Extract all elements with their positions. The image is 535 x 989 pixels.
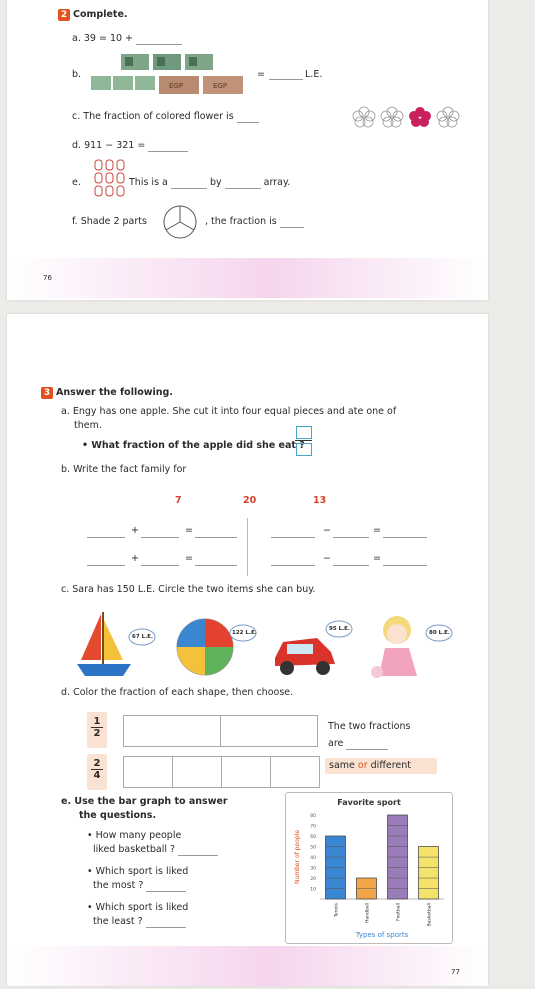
y-tick-label: 40 (310, 856, 316, 861)
fraction-one-half: 1 2 (90, 716, 104, 739)
exercise-number-badge: 3 (41, 387, 53, 399)
bar-segment (388, 868, 408, 879)
array-image (93, 158, 129, 200)
answer-blank[interactable] (141, 528, 179, 538)
flowers-image (352, 104, 472, 128)
question-b: b. Write the fact family for (61, 464, 187, 475)
doll-item[interactable] (367, 612, 427, 678)
question-e-bullet-2b: the most ? (93, 880, 186, 892)
question-e-bullet-3: • Which sport is liked (87, 902, 189, 913)
y-tick-label: 60 (310, 835, 316, 840)
choice-or: or (357, 760, 368, 771)
y-tick-label: 70 (310, 824, 316, 830)
question-e-line2: the questions. (79, 810, 157, 821)
question-a-line1: a. Engy has one apple. She cut it into four equal pieces and ate one of (61, 406, 397, 417)
bar-segment (357, 878, 377, 889)
answer-blank[interactable] (333, 528, 369, 538)
y-axis-label: Number of people (294, 829, 301, 885)
bar-segment (388, 826, 408, 837)
bar-segment (388, 847, 408, 858)
bar-segment (326, 878, 346, 889)
bar-segment (388, 889, 408, 900)
chart-title: Favorite sport (337, 798, 401, 807)
ball-item[interactable] (175, 617, 235, 677)
bar-segment (419, 868, 439, 879)
fact-number: 20 (243, 495, 257, 506)
shape-half-left[interactable] (123, 715, 221, 747)
y-tick-label: 20 (310, 877, 316, 882)
question-e-bullet-3b: the least ? (93, 916, 186, 928)
answer-blank[interactable] (280, 218, 304, 228)
item-e-sentence: This is a by array. (129, 177, 291, 188)
x-tick-label: Tennis (334, 903, 340, 918)
price-tag: 80 L.E. (425, 624, 455, 642)
answer-blank[interactable] (146, 882, 186, 892)
svg-text:EGP: EGP (213, 82, 228, 90)
shape-quarter-4[interactable] (270, 756, 320, 788)
price-tag: 122 L.E. (229, 624, 259, 642)
banknotes-image (89, 50, 249, 96)
beach-ball-icon (175, 617, 235, 677)
exercise-number-badge: 2 (58, 9, 70, 21)
price-tag: 95 L.E. (325, 620, 355, 638)
x-axis-label: Types of sports (355, 931, 409, 939)
answer-blank[interactable] (146, 918, 186, 928)
circle-thirds-icon (162, 204, 198, 240)
x-tick-label: Handball (365, 903, 371, 923)
choose-text-2: are (328, 738, 388, 750)
item-d-text: d. 911 − 321 = (72, 140, 146, 151)
question-c: c. Sara has 150 L.E. Circle the two items she can buy. (61, 584, 316, 595)
shape-quarter-3[interactable] (221, 756, 271, 788)
question-a-line2: them. (74, 420, 102, 431)
shape-half-right[interactable] (220, 715, 318, 747)
item-b-eq: = (257, 69, 265, 80)
exercise-title: Answer the following. (56, 387, 173, 398)
x-tick-label: Football (396, 903, 402, 921)
fraction-line (295, 440, 312, 441)
item-a (72, 33, 182, 45)
bar-segment (326, 868, 346, 879)
bar-chart-frame (285, 792, 453, 944)
fraction-two-quarters: 2 4 (90, 758, 104, 781)
answer-blank[interactable] (333, 556, 369, 566)
decorative-band (7, 258, 488, 298)
bar-segment (419, 847, 439, 858)
item-a-text: a. 39 = 10 + (72, 33, 134, 44)
workbook-page-77: 3 Answer the following. a. Engy has one apple. She cut it into four equal pieces and ate one of them. • What fraction of the apple did she eat ? b. Write the fact family for 7 20 13 + = + = − = − = c. Sara has 150 L.E. Circle the two items she can buy. 67 L.E. 122 L.E. 95 L.E. 80 L.E. d. Color the fraction of each shape, then choose. 1 2 2 4 The two fractions are same or different e. Use the bar graph to answer the questions. • How many people liked basketball ? • Which sport is liked the most ? • Which sport is liked the least ? Favorite sport Number of people 10 20 30 40 50 60 70 80 Tennis Handball Football Basketball Types of sports 77 (7, 314, 488, 986)
bar-segment (419, 889, 439, 900)
answer-blank[interactable] (237, 113, 259, 123)
fact-number: 7 (175, 495, 182, 506)
item-d (72, 140, 188, 152)
item-f-text2: , the fraction is (205, 216, 304, 228)
y-tick-label: 30 (310, 866, 316, 872)
answer-blank[interactable] (271, 556, 315, 566)
answer-blank[interactable] (383, 528, 427, 538)
item-b-prefix: b. (72, 69, 82, 80)
shape-quarter-1[interactable] (123, 756, 173, 788)
answer-blank[interactable] (87, 556, 125, 566)
answer-blank[interactable] (178, 846, 218, 856)
array-icon (93, 158, 129, 200)
question-e-line1: e. Use the bar graph to answer (61, 796, 228, 807)
fact-number: 13 (313, 495, 327, 506)
bar-segment (388, 836, 408, 847)
banknotes-icon (89, 50, 249, 96)
y-tick-label: 10 (310, 887, 316, 893)
exercise-2-header (58, 9, 128, 21)
choice-same[interactable]: same (329, 760, 355, 771)
exercise-title: Complete. (73, 9, 128, 20)
item-c (72, 111, 259, 123)
answer-blank[interactable] (271, 528, 315, 538)
svg-text:EGP: EGP (169, 82, 184, 90)
shape-quarter-2[interactable] (172, 756, 222, 788)
decorative-band (7, 946, 488, 986)
flowers-icon (352, 104, 472, 128)
item-b-unit: L.E. (305, 69, 323, 80)
y-tick-label: 80 (310, 814, 316, 819)
item-e-prefix: e. (72, 177, 81, 188)
question-e-bullet-1b: liked basketball ? (93, 844, 218, 856)
choose-text-1: The two fractions (328, 721, 411, 732)
answer-blank[interactable] (141, 556, 179, 566)
bar-segment (388, 815, 408, 826)
item-c-text: c. The fraction of colored flower is (72, 111, 234, 122)
bar-segment (326, 857, 346, 868)
y-tick-label: 50 (310, 845, 316, 851)
answer-blank[interactable] (383, 556, 427, 566)
answer-blank[interactable] (346, 740, 388, 750)
question-e-bullet-1: • How many people (87, 830, 182, 841)
bar-segment (388, 878, 408, 889)
answer-blank[interactable] (87, 528, 125, 538)
bar-segment (419, 857, 439, 868)
price-tag: 67 L.E. (128, 628, 158, 646)
question-d: d. Color the fraction of each shape, then choose. (61, 687, 294, 698)
answer-blank[interactable] (195, 528, 237, 538)
bar-segment (326, 836, 346, 847)
answer-blank[interactable] (269, 70, 303, 80)
answer-blank[interactable] (225, 179, 261, 189)
answer-blank[interactable] (171, 179, 207, 189)
doll-icon (367, 612, 427, 678)
choice-different[interactable]: different (370, 760, 412, 771)
circle-shape[interactable] (162, 204, 198, 244)
numerator-box[interactable] (296, 426, 312, 439)
exercise-3-header (41, 387, 173, 399)
bar-chart (286, 793, 452, 943)
bar-segment (388, 857, 408, 868)
answer-blank[interactable] (136, 35, 182, 45)
question-e-bullet-2: • Which sport is liked (87, 866, 189, 877)
choice-options (329, 760, 411, 772)
bar-segment (419, 878, 439, 889)
question-a-bullet: • What fraction of the apple did she eat ? (82, 440, 305, 451)
denominator-box[interactable] (296, 443, 312, 456)
x-tick-label: Basketball (427, 903, 433, 927)
workbook-page-76 (7, 0, 488, 300)
page-number: 76 (43, 274, 52, 282)
bar-segment (326, 889, 346, 900)
answer-blank[interactable] (195, 556, 237, 566)
page-number: 77 (451, 968, 460, 976)
bar-segment (357, 889, 377, 900)
answer-blank[interactable] (148, 142, 188, 152)
bar-segment (326, 847, 346, 858)
divider (247, 518, 248, 576)
item-f-text1: f. Shade 2 parts (72, 216, 147, 227)
